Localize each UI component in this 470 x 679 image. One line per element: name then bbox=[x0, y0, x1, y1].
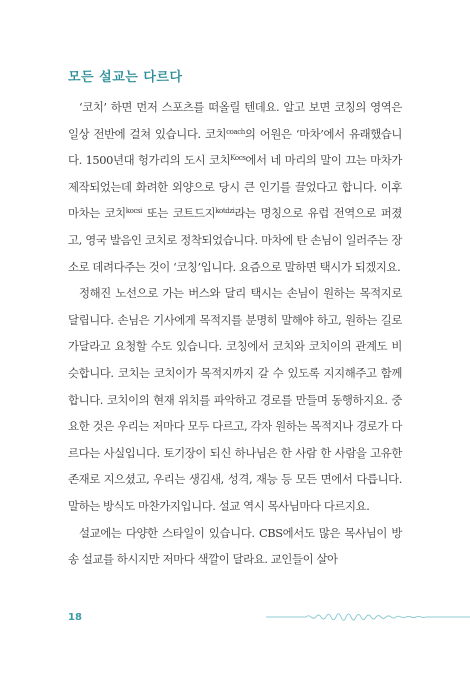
superscript-term: kotdzi bbox=[215, 207, 235, 216]
text-run: ‘코치’ 하면 먼저 스포츠를 떠올릴 텐데요. 알고 보면 코칭의 영역은 일상 전반에 걸쳐 있습니다. 코치 bbox=[68, 100, 402, 141]
section-title: 모든 설교는 다르다 bbox=[68, 70, 183, 85]
decorative-wave-icon bbox=[266, 608, 470, 624]
body-text bbox=[68, 94, 402, 573]
text-run: 설교에는 다양한 스타일이 있습니다. CBS에서도 많은 목사님이 방송 설교를 하시지만 저마다 색깔이 달라요. 교인들이 살아 bbox=[68, 525, 402, 567]
paragraph bbox=[68, 280, 402, 519]
text-run: 정해진 노선으로 가는 버스와 달리 택시는 손님이 원하는 목적지로 달립니다. 손님은 기사에게 목적지를 분명히 말해야 하고, 원하는 길로 가달라고 요청할 수도 있습니다. 코칭에서 코치와 코치이의 관계도 비슷합니다. 코치는 코치이가 목적지까지 갈 수 있도록 지지해주고 함께합니다. 코치이의 현재 위치를 파악하고 경로를 만들며 동행하지요. 중요한 것은 우리는 저마다 모두 다르고, 각자 원하는 목적지나 경로가 다르다는 사실입니다. 토기장이 되신 하나님은 한 사람 한 사람을 고유한 존재로 지으셨고, 우리는 생김새, 성격, 재능 등 모든 면에서 다릅니다. 말하는 방식도 마찬가지입니다. 설교 역시 목사님마다 다르지요. bbox=[68, 286, 402, 513]
superscript-term: kocsi bbox=[125, 207, 143, 216]
text-run: 라는 명칭으로 유럽 전역으로 퍼졌고, 영국 발음인 코치로 정착되었습니다. 마차에 탄 손님이 일러주는 장소로 데려다주는 것이 ‘코칭’입니다. 요즘으로 말하면 택시가 되겠지요. bbox=[68, 206, 402, 274]
paragraph bbox=[68, 94, 402, 280]
page-number: 18 bbox=[68, 612, 82, 623]
text-run: 의 어원은 ‘마차’에서 유래했습니다. 1500년대 헝가리의 도시 코치 bbox=[68, 126, 403, 168]
text-run: 또는 코트드지 bbox=[142, 206, 216, 221]
superscript-term: coach bbox=[226, 127, 245, 136]
paragraph bbox=[68, 520, 402, 573]
superscript-term: Kocs bbox=[230, 154, 246, 163]
text-run: 에서 네 마리의 말이 끄는 마차가 제작되었는데 화려한 외양으로 당시 큰 인기를 끌었다고 합니다. 이후 마차는 코치 bbox=[68, 153, 402, 221]
